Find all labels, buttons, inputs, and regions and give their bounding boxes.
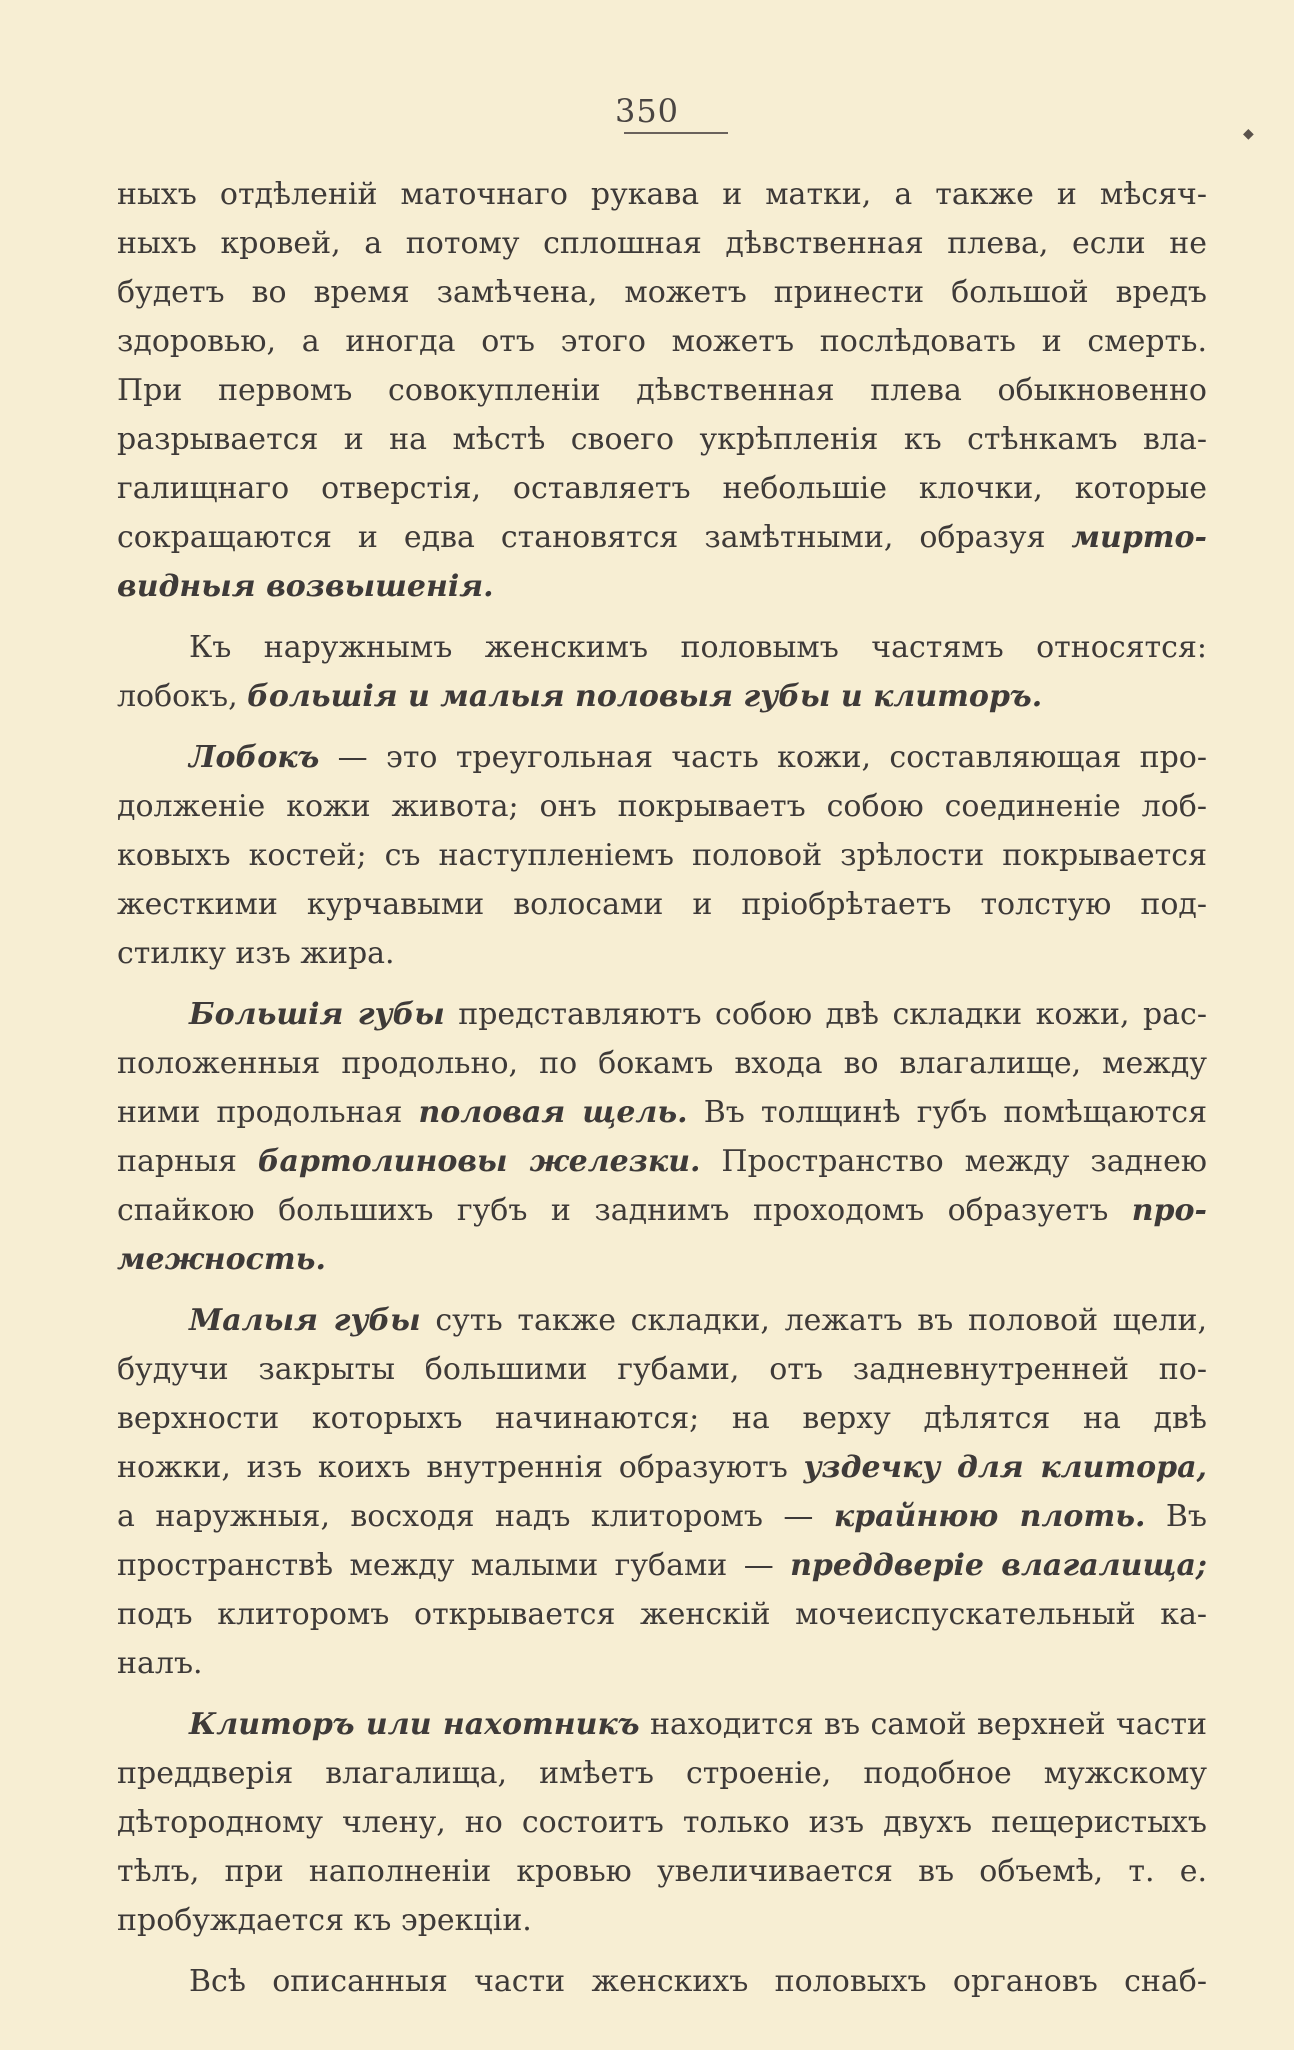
text-line xyxy=(117,1639,1207,1688)
text-line xyxy=(117,1700,1207,1749)
text-segment: сокращаются и едва становятся замѣтными, образуя xyxy=(117,520,1072,555)
text-segment: ковыхъ костей; съ наступленіемъ половой зрѣлости покрывается xyxy=(117,838,1207,873)
italic-term: Клиторъ или нахотникъ xyxy=(189,1707,640,1742)
italic-term: большія и малыя половыя губы и клиторъ. xyxy=(247,679,1043,714)
italic-term: бартолиновы железки. xyxy=(257,1144,701,1179)
text-segment: пространствѣ между малыми губами — xyxy=(117,1548,791,1583)
text-line xyxy=(117,831,1207,880)
text-line xyxy=(117,562,1207,611)
text-line xyxy=(117,733,1207,782)
text-line xyxy=(117,672,1207,721)
text-segment: лобокъ, xyxy=(117,679,248,714)
text-line xyxy=(117,1039,1207,1088)
text-segment: разрывается и на мѣстѣ своего укрѣпленія къ стѣнкамъ вла- xyxy=(117,422,1207,457)
text-segment: а наружныя, восходя надъ клиторомъ — xyxy=(117,1499,834,1534)
header-rule xyxy=(624,132,728,134)
text-line xyxy=(117,1186,1207,1235)
text-line xyxy=(117,1296,1207,1345)
italic-term: мирто- xyxy=(1071,520,1207,555)
text-segment: Пространство между заднею xyxy=(700,1144,1207,1179)
text-segment: При первомъ совокупленіи дѣвственная плева обыкновенно xyxy=(117,373,1207,408)
text-segment: ныхъ отдѣленій маточнаго рукава и матки, а также и мѣсяч- xyxy=(117,177,1207,212)
text-segment: — это треугольная часть кожи, составляющая про- xyxy=(319,740,1207,775)
italic-term: видныя возвышенія. xyxy=(117,569,494,604)
text-segment: преддверія влагалища, имѣетъ строеніе, подобное мужскому xyxy=(117,1756,1207,1791)
text-line xyxy=(117,268,1207,317)
italic-term: крайнюю плоть. xyxy=(833,1499,1146,1534)
text-segment: спайкою большихъ губъ и заднимъ проходомъ образуетъ xyxy=(117,1193,1132,1228)
italic-term: Лобокъ xyxy=(189,740,320,775)
text-line xyxy=(117,1957,1207,2006)
text-segment: парныя xyxy=(117,1144,258,1179)
text-line xyxy=(117,1492,1207,1541)
text-segment: ними продольная xyxy=(117,1095,419,1130)
italic-term: Большія губы xyxy=(189,997,445,1032)
text-line xyxy=(117,1088,1207,1137)
page-number: 350 xyxy=(614,92,680,130)
italic-term: Малыя губы xyxy=(189,1303,421,1338)
text-segment: долженіе кожи живота; онъ покрываетъ собою соединеніе лоб- xyxy=(117,789,1207,824)
text-line xyxy=(117,990,1207,1039)
text-line xyxy=(117,1749,1207,1798)
italic-term: половая щель. xyxy=(418,1095,688,1130)
text-segment: тѣлъ, при наполненіи кровью увеличивается въ объемѣ, т. е. xyxy=(117,1854,1207,1889)
text-segment: Всѣ описанныя части женскихъ половыхъ органовъ снаб- xyxy=(189,1964,1207,1999)
text-line xyxy=(117,1541,1207,1590)
text-segment: Къ наружнымъ женскимъ половымъ частямъ относятся: xyxy=(189,630,1207,665)
text-line xyxy=(117,1847,1207,1896)
text-segment: пробуждается къ эрекціи. xyxy=(117,1903,532,1938)
text-segment: ножки, изъ коихъ внутреннія образуютъ xyxy=(117,1450,804,1485)
text-line xyxy=(117,170,1207,219)
text-segment: положенныя продольно, по бокамъ входа во влагалище, между xyxy=(117,1046,1207,1081)
text-line xyxy=(117,623,1207,672)
text-segment: находится въ самой верхней части xyxy=(639,1707,1207,1742)
italic-term: уздечку для клитора, xyxy=(803,1450,1207,1485)
text-line xyxy=(117,929,1207,978)
text-segment: Въ xyxy=(1145,1499,1207,1534)
text-line xyxy=(117,513,1207,562)
text-segment: суть также складки, лежатъ въ половой щели, xyxy=(420,1303,1207,1338)
text-segment: дѣтородному члену, но состоитъ только изъ двухъ пещеристыхъ xyxy=(117,1805,1207,1840)
text-segment: подъ клиторомъ открывается женскій мочеиспускательный ка- xyxy=(117,1597,1207,1632)
text-line xyxy=(117,1345,1207,1394)
text-segment: здоровью, а иногда отъ этого можетъ послѣдовать и смерть. xyxy=(117,324,1207,359)
text-line xyxy=(117,464,1207,513)
text-segment: жесткими курчавыми волосами и пріобрѣтаетъ толстую под- xyxy=(117,887,1207,922)
text-line xyxy=(117,1896,1207,1945)
text-line xyxy=(117,782,1207,831)
text-line xyxy=(117,366,1207,415)
text-line xyxy=(117,1235,1207,1284)
text-line xyxy=(117,415,1207,464)
text-segment: стилку изъ жира. xyxy=(117,936,395,971)
text-segment: верхности которыхъ начинаются; на верху дѣлятся на двѣ xyxy=(117,1401,1207,1436)
text-segment: представляютъ собою двѣ складки кожи, рас- xyxy=(444,997,1207,1032)
text-line xyxy=(117,1394,1207,1443)
text-segment: будучи закрыты большими губами, отъ задневнутренней по- xyxy=(117,1352,1207,1387)
text-line xyxy=(117,219,1207,268)
italic-term: про- xyxy=(1131,1193,1207,1228)
margin-mark: ◆ xyxy=(1243,126,1254,142)
text-line xyxy=(117,1590,1207,1639)
text-segment: Въ толщинѣ губъ помѣщаются xyxy=(687,1095,1207,1130)
text-segment: ныхъ кровей, а потому сплошная дѣвственная плева, если не xyxy=(117,226,1207,261)
text-line xyxy=(117,1137,1207,1186)
text-segment: галищнаго отверстія, оставляетъ небольшіе клочки, которые xyxy=(117,471,1207,506)
text-segment: будетъ во время замѣчена, можетъ принести большой вредъ xyxy=(117,275,1207,310)
text-line xyxy=(117,880,1207,929)
body-text xyxy=(117,170,1207,2006)
text-line xyxy=(117,1798,1207,1847)
text-line xyxy=(117,317,1207,366)
italic-term: межность. xyxy=(117,1242,326,1277)
text-segment: налъ. xyxy=(117,1646,203,1681)
text-line xyxy=(117,1443,1207,1492)
italic-term: преддверіе влагалища; xyxy=(790,1548,1207,1583)
